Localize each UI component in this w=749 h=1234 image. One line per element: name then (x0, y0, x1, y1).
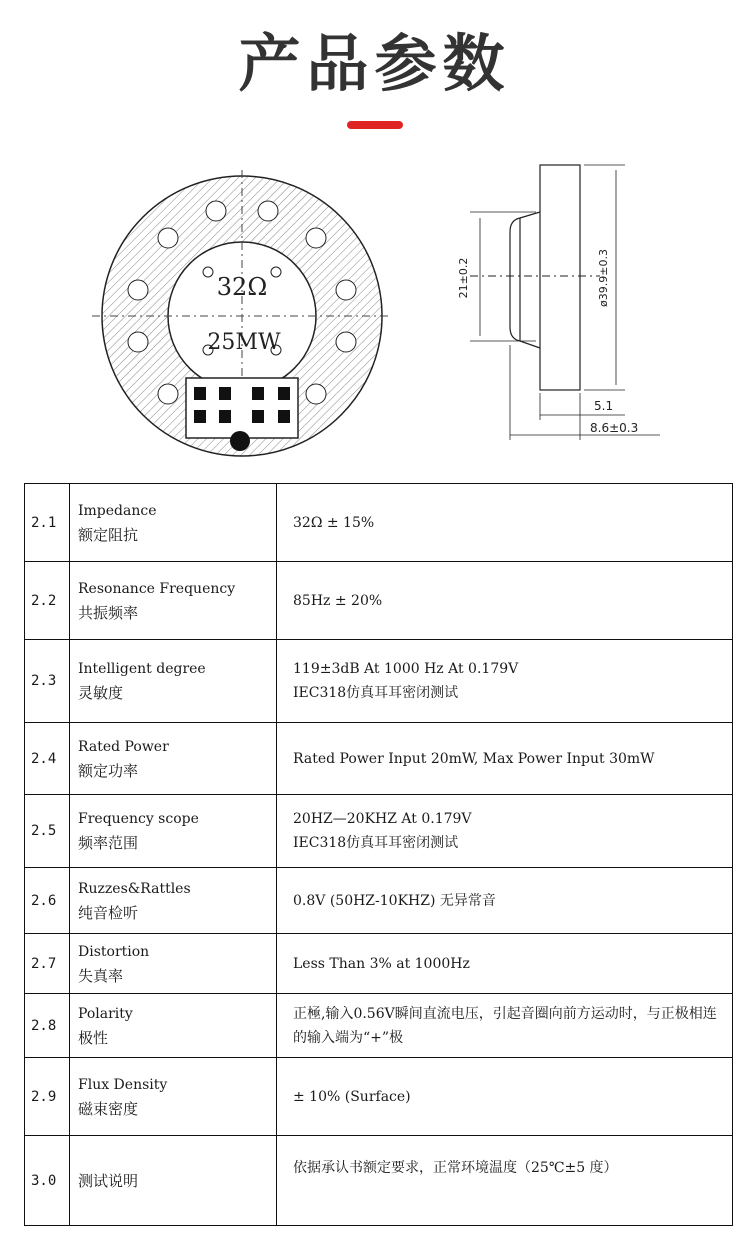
table-row (25, 1058, 733, 1136)
spec-name-en: Ruzzes&Rattles (78, 880, 191, 897)
dim-depth: 5.1 (594, 399, 614, 413)
spec-name-cn: 灵敏度 (78, 684, 124, 702)
spec-value-cell (277, 1136, 733, 1226)
spec-name-cn: 纯音检听 (78, 903, 139, 922)
spec-name-cn: 共振频率 (78, 603, 139, 622)
spec-name-cell (70, 868, 277, 934)
spec-name-cell (70, 1136, 277, 1226)
spec-value-cell (277, 723, 733, 795)
spec-name-en: Impedance (78, 502, 157, 519)
speaker-side-view (470, 165, 660, 440)
spec-value-cell (277, 640, 733, 723)
spec-value: 依据承认书额定要求，正常环境温度（25℃±5 度） (293, 1160, 618, 1176)
spec-number: 2.6 (25, 868, 70, 934)
spec-value-cell (277, 994, 733, 1058)
table-row (25, 934, 733, 994)
spec-value: Rated Power Input 20mW, Max Power Input 30mW (293, 750, 655, 767)
spec-name-cell (70, 640, 277, 723)
spec-number: 2.8 (25, 994, 70, 1058)
spec-number: 2.1 (25, 484, 70, 562)
spec-number: 2.7 (25, 934, 70, 994)
dim-total-depth: 8.6±0.3 (590, 421, 639, 435)
spec-name-cn: 频率范围 (78, 834, 139, 852)
spec-name-cell (70, 1058, 277, 1136)
page-title: 产品参数 (238, 27, 511, 100)
table-row (25, 868, 733, 934)
spec-name-cell (70, 994, 277, 1058)
spec-value-cell (277, 934, 733, 994)
spec-name-cn: 额定功率 (78, 761, 139, 780)
spec-name-en: Flux Density (78, 1076, 168, 1093)
spec-value-cell (277, 484, 733, 562)
spec-value: ± 10% (Surface) (293, 1088, 411, 1105)
spec-value-cell (277, 1058, 733, 1136)
title-underline (347, 121, 403, 129)
spec-name-cn: 额定阻抗 (78, 525, 139, 544)
spec-number: 2.5 (25, 795, 70, 868)
spec-name-cell (70, 934, 277, 994)
table-row (25, 723, 733, 795)
spec-name-cn: 磁束密度 (78, 1099, 139, 1118)
spec-value: Less Than 3% at 1000Hz (293, 955, 470, 972)
spec-value: 119±3dB At 1000 Hz At 0.179V IEC318仿真耳耳密闭测试 (293, 661, 519, 701)
spec-name-en: Polarity (78, 1005, 133, 1022)
front-power-label: 25MW (207, 330, 281, 355)
spec-value: 20HZ—20KHZ At 0.179V IEC318仿真耳耳密闭测试 (293, 811, 472, 851)
front-impedance-label: 32Ω (216, 273, 268, 301)
table-row (25, 562, 733, 640)
spec-value: 正極,输入0.56V瞬间直流电压，引起音圈向前方运动时，与正极相连的输入端为“+”极 (293, 1005, 717, 1046)
spec-value-cell (277, 562, 733, 640)
spec-name-cell (70, 723, 277, 795)
table-row (25, 795, 733, 868)
spec-name-en: Resonance Frequency (78, 580, 236, 597)
spec-value: 0.8V (50HZ-10KHZ) 无异常音 (293, 892, 496, 909)
spec-number: 2.3 (25, 640, 70, 723)
spec-value-cell (277, 868, 733, 934)
spec-name-cn: 极性 (78, 1028, 109, 1047)
table-row (25, 484, 733, 562)
speaker-technical-drawing (0, 140, 749, 470)
speaker-front-view (92, 170, 392, 456)
table-row (25, 640, 733, 723)
spec-name-en: Intelligent degree (78, 661, 206, 677)
spec-number: 2.9 (25, 1058, 70, 1136)
table-row (25, 1136, 733, 1226)
spec-name-cell (70, 562, 277, 640)
spec-name-cell (70, 795, 277, 868)
spec-number: 2.4 (25, 723, 70, 795)
spec-name-en: Rated Power (78, 738, 169, 755)
spec-name-cn: 失真率 (78, 966, 124, 985)
spec-value: 85Hz ± 20% (293, 592, 383, 609)
spec-name-cell (70, 484, 277, 562)
spec-number: 2.2 (25, 562, 70, 640)
spec-name-en: Frequency scope (78, 811, 199, 827)
spec-name-en: Distortion (78, 943, 150, 960)
table-row (25, 994, 733, 1058)
spec-number: 3.0 (25, 1136, 70, 1226)
dim-outer-diameter: ø39.9±0.3 (597, 249, 610, 307)
spec-value-cell (277, 795, 733, 868)
spec-table (24, 483, 733, 1226)
spec-name-cn: 测试说明 (78, 1171, 139, 1190)
dim-inner-diameter: 21±0.2 (457, 257, 470, 299)
spec-value: 32Ω ± 15% (293, 514, 375, 531)
